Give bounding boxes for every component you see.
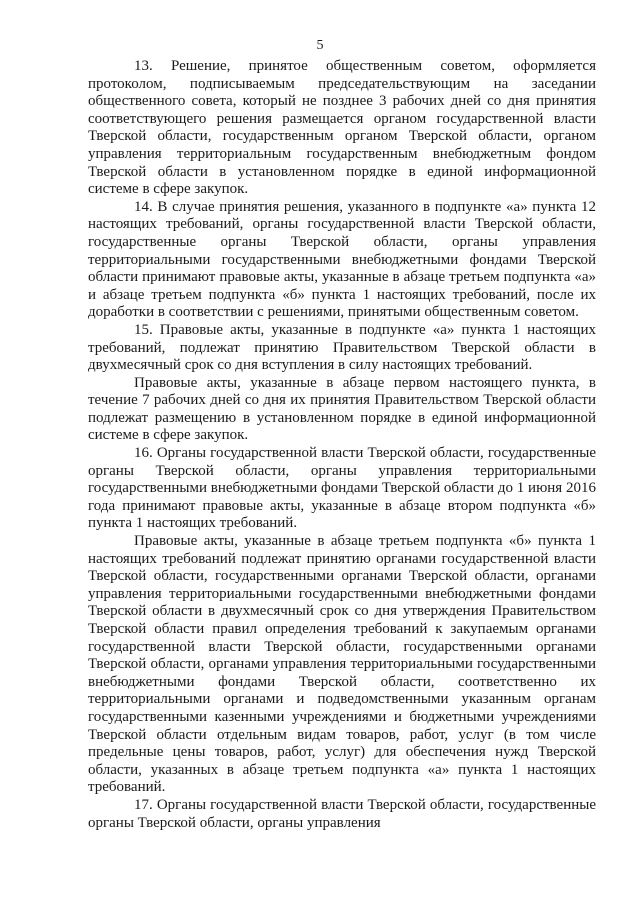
paragraph-15-continuation: Правовые акты, указанные в абзаце первом настоящего пункта, в течение 7 рабочих дней со дня их принятия Правительством Тверской области подлежат размещению в установленном порядке в единой информационной системе в сфере закупок. [88,374,596,444]
paragraph-17: 17. Органы государственной власти Тверской области, государственные органы Тверской области, органы управления [88,796,596,831]
document-body [88,58,596,832]
paragraph-14: 14. В случае принятия решения, указанного в подпункте «а» пункта 12 настоящих требований, органы государственной власти Тверской области, государственные органы Тверской области, органы управления территориальными государственными внебюджетными фондами Тверской области принимают правовые акты, указанные в абзаце третьем подпункта «а» и абзаце третьем подпункта «б» пункта 1 настоящих требований, после их доработки в соответствии с решениями, принятыми общественным советом. [88,198,596,321]
page-number: 5 [316,38,324,53]
paragraph-13: 13. Решение, принятое общественным советом, оформляется протоколом, подписываемым председательствующим на заседании общественного совета, который не позднее 3 рабочих дней со дня принятия соответствующего решения размещается органом государственной власти Тверской области, государственным органом Тверской области, органом управления территориальным государственным внебюджетным фондом Тверской области в установленном порядке в единой информационной системе в сфере закупок. [88,58,596,198]
paragraph-16: 16. Органы государственной власти Тверской области, государственные органы Тверской области, органы управления территориальными государственными внебюджетными фондами Тверской области до 1 июня 2016 года принимают правовые акты, указанные в абзаце втором подпункта «б» пункта 1 настоящих требований. [88,445,596,532]
paragraph-15: 15. Правовые акты, указанные в подпункте «а» пункта 1 настоящих требований, подлежат принятию Правительством Тверской области в двухмесячный срок со дня вступления в силу настоящих требований. [88,321,596,374]
paragraph-16-continuation: Правовые акты, указанные в абзаце третьем подпункта «б» пункта 1 настоящих требований подлежат принятию органами государственной власти Тверской области, государственными органами Тверской области, органами управления территориальными государственными внебюджетными фондами Тверской области в двухмесячный срок со дня утверждения Правительством Тверской области правил определения требований к закупаемым органами государственной власти Тверской области, государственными органами Тверской области, органами управления территориальными государственными внебюджетными фондами Тверской области, соответственно их территориальными органами и подведомственными указанным органам государственными казенными учреждениями и бюджетными учреждениями Тверской области отдельным видам товаров, работ, услуг (в том числе предельные цены товаров, работ, услуг) для обеспечения нужд Тверской области, указанных в абзаце третьем подпункта «а» пункта 1 настоящих требований. [88,533,596,796]
